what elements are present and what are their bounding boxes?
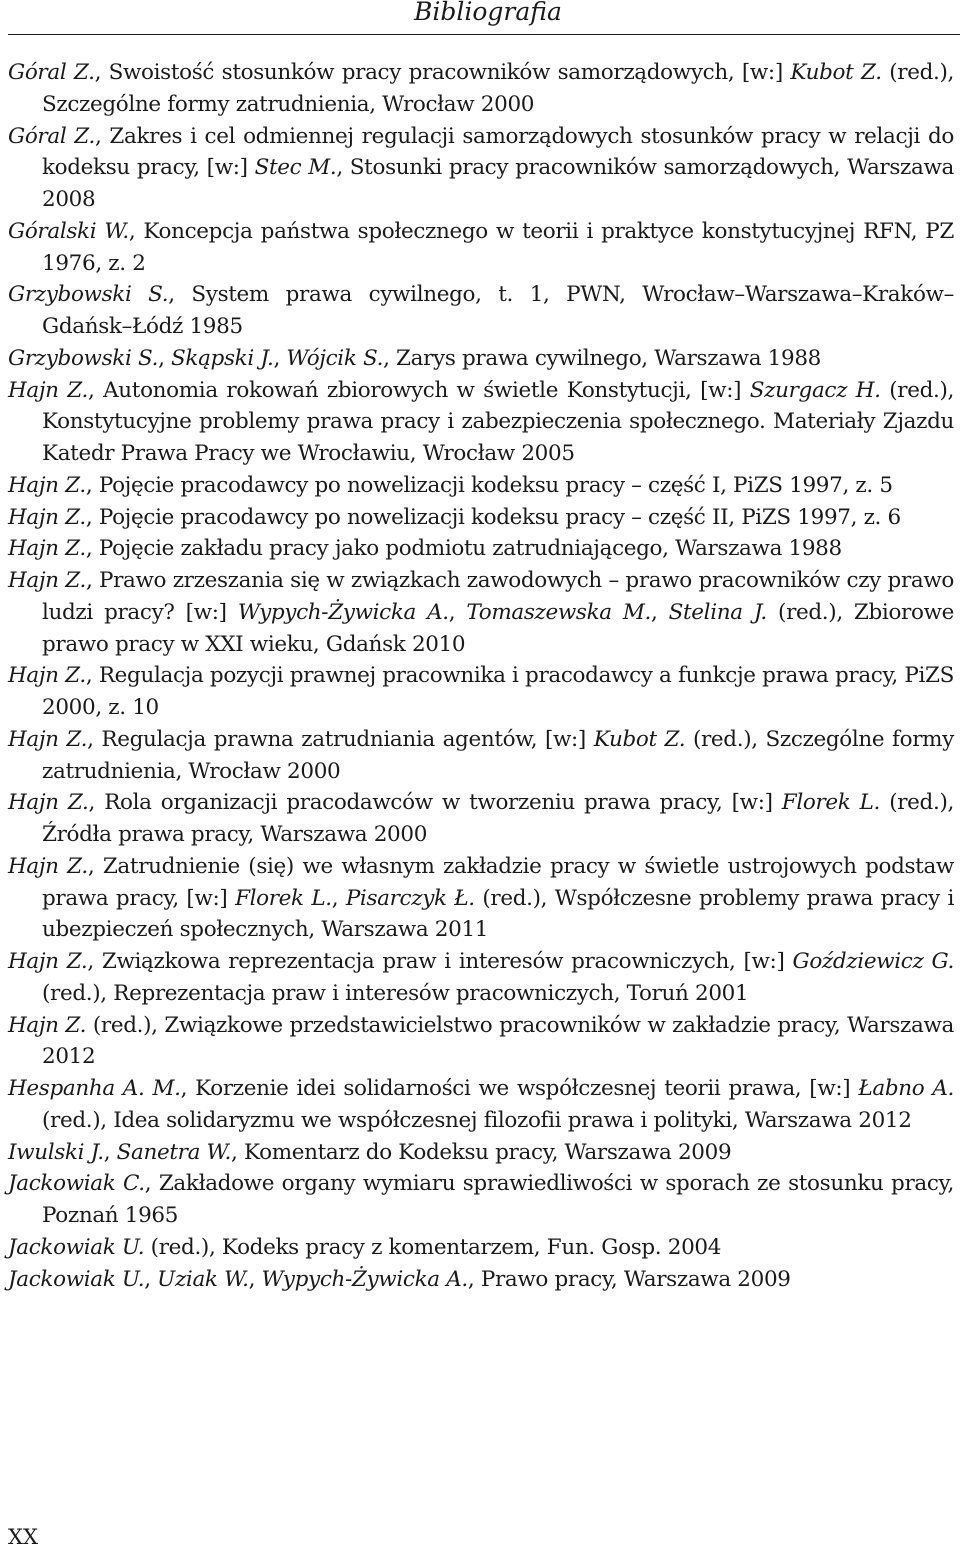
entry-text: (red.), Szczególne formy zatrudnienia, Wrocław 2000 (42, 726, 954, 784)
bibliography-entry (8, 216, 954, 280)
author-name: Tomaszewska M. (466, 599, 652, 625)
bibliography-entry (8, 1010, 954, 1074)
author-name: Jackowiak U. (8, 1266, 145, 1292)
author-name: Wójcik S. (286, 345, 384, 371)
entry-text: , (248, 1266, 262, 1292)
entry-text: , (331, 885, 346, 911)
author-name: Hajn Z. (8, 1012, 87, 1038)
bibliography-entry (8, 57, 954, 121)
author-name: Hajn Z. (8, 663, 86, 689)
bibliography-entry (8, 375, 954, 470)
entry-text: , (103, 1139, 117, 1165)
entry-text: (red.), Reprezentacja praw i interesów pracowniczych, Toruń 2001 (42, 980, 749, 1006)
entry-text: , Pojęcie pracodawcy po nowelizacji kodeksu pracy – część II, PiZS 1997, z. 6 (85, 504, 901, 530)
entry-text: (red.), Związkowe przedstawicielstwo pracowników w zakładzie pracy, Warszawa 2012 (42, 1012, 954, 1070)
author-name: Góral Z. (8, 60, 95, 85)
author-name: Uziak W. (157, 1266, 249, 1292)
author-name: Jackowiak U. (8, 1234, 145, 1260)
entry-text: (red.), Konstytucyjne problemy prawa pracy i zabezpieczenia społecznego. Materiały Zjazdu Katedr Prawa Pracy we Wrocławiu, Wrocław 2005 (42, 377, 954, 466)
entry-text: , Komentarz do Kodeksu pracy, Warszawa 2009 (231, 1139, 732, 1165)
author-name: Hajn Z. (8, 472, 86, 498)
entry-text: , Regulacja prawna zatrudniania agentów, [w:] (87, 726, 594, 752)
page-number: XX (8, 1525, 38, 1549)
entry-text: (red.), Idea solidaryzmu we współczesnej filozofii prawa i polityki, Warszawa 2012 (42, 1107, 912, 1133)
author-name: Hajn Z. (8, 726, 88, 752)
author-name: Hajn Z. (8, 853, 88, 879)
entry-text: , Rola organizacji pracodawców w tworzeniu prawa pracy, [w:] (88, 790, 782, 816)
entry-text: , (651, 599, 669, 625)
bibliography-entry (8, 565, 954, 660)
entry-text: , System prawa cywilnego, t. 1, PWN, Wrocław–Warszawa–Kraków–Gdańsk–Łódź 1985 (42, 282, 954, 339)
header-title: Bibliografia (414, 0, 562, 26)
bibliography-entry (8, 660, 954, 724)
bibliography-entry (8, 1264, 954, 1296)
entry-text: , (273, 345, 287, 371)
author-name: Florek L. (781, 790, 881, 816)
author-name: Hajn Z. (8, 949, 88, 974)
bibliography-entry (8, 533, 954, 565)
entry-text: (red.), Szczególne formy zatrudnienia, Wrocław 2000 (42, 60, 954, 117)
author-name: Góralski W. (8, 218, 129, 244)
bibliography-entry (8, 470, 954, 502)
author-name: Sanetra W. (116, 1139, 232, 1165)
author-name: Grzybowski S. (8, 345, 159, 371)
bibliography-entry (8, 279, 954, 343)
entry-text: , Zarys prawa cywilnego, Warszawa 1988 (383, 345, 821, 371)
entry-text: , (144, 1266, 158, 1292)
author-name: Stelina J. (668, 599, 767, 625)
entry-text: , Zatrudnienie (się) we własnym zakładzie pracy w świetle ustrojowych podstaw prawa pracy, [w:] (42, 853, 954, 911)
bibliography-entry (8, 1232, 954, 1264)
bibliography-entry (8, 1073, 954, 1137)
author-name: Kubot Z. (593, 726, 686, 752)
bibliography-entry (8, 724, 954, 788)
entry-text: , Pojęcie pracodawcy po nowelizacji kodeksu pracy – część I, PiZS 1997, z. 5 (85, 472, 893, 498)
entry-text: , Korzenie idei solidarności we współczesnej teorii prawa, [w:] (180, 1076, 859, 1101)
author-name: Hajn Z. (8, 504, 86, 530)
entry-text: , Autonomia rokowań zbiorowych w świetle Konstytucji, [w:] (88, 377, 750, 403)
author-name: Hajn Z. (8, 790, 89, 816)
entry-text: , (448, 599, 467, 625)
author-name: Kubot Z. (790, 60, 882, 85)
author-name: Wypych-Żywicka A. (261, 1266, 468, 1292)
author-name: Stec M. (254, 155, 337, 181)
bibliography-list (8, 57, 954, 1295)
author-name: Skąpski J. (171, 345, 274, 371)
entry-text: , Zakładowe organy wymiaru sprawiedliwości w sporach ze stosunku pracy, Poznań 1965 (42, 1171, 954, 1228)
author-name: Florek L. (235, 885, 332, 911)
entry-text: (red.), Zbiorowe prawo pracy w XXI wieku, Gdańsk 2010 (42, 599, 954, 657)
author-name: Hajn Z. (8, 568, 86, 593)
bibliography-entry (8, 343, 954, 375)
entry-text: , Prawo pracy, Warszawa 2009 (467, 1266, 791, 1292)
entry-text: , Regulacja pozycji prawnej pracownika i pracodawcy a funkcje prawa pracy, PiZS 2000, z. 10 (42, 663, 954, 720)
entry-text: (red.), Kodeks pracy z komentarzem, Fun. Gosp. 2004 (144, 1234, 722, 1260)
entry-text: , (158, 345, 172, 371)
bibliography-entry (8, 1137, 954, 1169)
entry-text: , Pojęcie zakładu pracy jako podmiotu zatrudniającego, Warszawa 1988 (85, 536, 842, 562)
entry-text: , Związkowa reprezentacja praw i interesów pracowniczych, [w:] (87, 949, 793, 974)
entry-text: (red.), Źródła prawa pracy, Warszawa 2000 (42, 790, 954, 847)
entry-text: , Stosunki pracy pracowników samorządowych, Warszawa 2008 (42, 155, 954, 212)
author-name: Hespanha A. M. (8, 1076, 181, 1101)
author-name: Hajn Z. (8, 536, 86, 562)
author-name: Goździewicz G. (792, 949, 954, 974)
bibliography-entry (8, 1168, 954, 1232)
entry-text: , Zakres i cel odmiennej regulacji samorządowych stosunków pracy w relacji do kodeksu pracy, [w:] (42, 123, 954, 181)
author-name: Jackowiak C. (8, 1171, 145, 1197)
entry-text: , Prawo zrzeszania się w związkach zawodowych – prawo pracowników czy prawo ludzi pracy? [w:] (42, 568, 954, 625)
running-header (8, 0, 960, 35)
bibliography-entry (8, 502, 954, 534)
bibliography-entry (8, 946, 954, 1010)
author-name: Hajn Z. (8, 377, 89, 403)
entry-text: (red.), Współczesne problemy prawa pracy i ubezpieczeń społecznych, Warszawa 2011 (42, 885, 954, 943)
author-name: Góral Z. (8, 123, 95, 149)
author-name: Pisarczyk Ł. (345, 885, 475, 911)
author-name: Wypych-Żywicka A. (237, 599, 449, 625)
author-name: Iwulski J. (8, 1139, 104, 1165)
bibliography-entry (8, 787, 954, 851)
author-name: Szurgacz H. (749, 377, 881, 403)
entry-text: , Koncepcja państwa społecznego w teorii i praktyce konstytucyjnej RFN, PZ 1976, z. 2 (42, 218, 954, 276)
author-name: Łabno A. (858, 1076, 954, 1101)
author-name: Grzybowski S. (8, 282, 169, 308)
bibliography-entry (8, 851, 954, 946)
entry-text: , Swoistość stosunków pracy pracowników samorządowych, [w:] (94, 60, 791, 85)
bibliography-entry (8, 121, 954, 216)
